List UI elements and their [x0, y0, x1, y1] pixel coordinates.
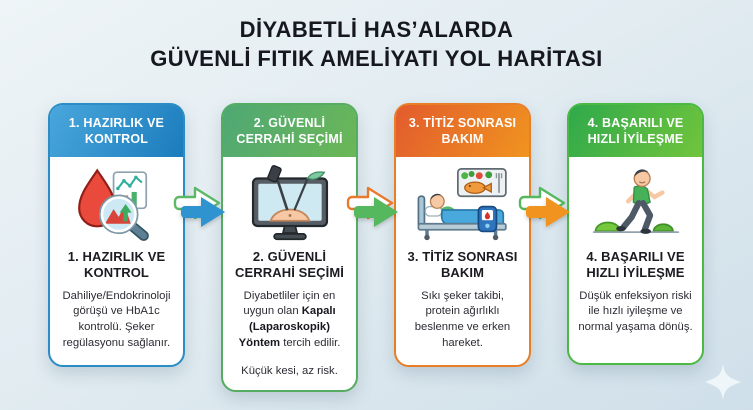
step-card-2-header-line2: CERRAHİ SEÇİMİ — [236, 132, 343, 146]
step-card-4-title: 4. BAŞARILI VE HIZLI İYİLEŞME — [586, 249, 685, 281]
laparoscopy-monitor-icon — [246, 162, 334, 246]
arrow-right-icon — [522, 187, 574, 231]
step-card-3-header-line1: 3. TİTİZ SONRASI — [408, 115, 517, 130]
sparkle-icon — [704, 363, 742, 401]
step-card-1-title: 1. HAZIRLIK VE KONTROL — [67, 249, 166, 281]
step-card-2-text: Diyabetliler için en uygun olan Kapalı (Laparoskopik) Yöntem tercih edilir. — [238, 289, 341, 349]
page-title — [0, 0, 753, 73]
step-card-1-header — [50, 105, 183, 157]
step-card-4-text: Düşük enfeksiyon riski ile hızlı iyileşme ve normal yaşama dönüş. — [578, 289, 693, 334]
step-card-3-header — [396, 105, 529, 157]
walking-man-icon — [592, 162, 680, 246]
step-card-1-header-line1: 1. HAZIRLIK VE — [68, 115, 165, 130]
step-card-3-body — [396, 157, 529, 365]
page-title-line1: DİYABETLİ HASʼALARDA — [239, 17, 514, 42]
steps-row — [48, 103, 704, 392]
step-card-4-header — [569, 105, 702, 157]
step-card-1-header-line2: KONTROL — [84, 132, 149, 146]
blood-test-magnifier-icon — [74, 162, 160, 246]
step-card-4-header-line2: HIZLI İYİLEŞME — [587, 132, 684, 146]
step-card-2-body — [223, 157, 356, 390]
patient-bed-nutrition-icon — [415, 162, 511, 246]
page-title-line2: GÜVENLİ FITIK AMELİYATI YOL HARİTASI — [150, 46, 603, 72]
step-card-2-header-line1: 2. GÜVENLİ — [253, 115, 326, 130]
step-card-3-title: 3. TİTİZ SONRASI BAKIM — [407, 249, 518, 281]
step-card-2-title: 2. GÜVENLİ CERRAHİ SEÇİMİ — [234, 249, 345, 281]
step-card-2 — [221, 103, 358, 392]
arrow-right-icon — [177, 187, 229, 231]
step-card-3 — [394, 103, 531, 367]
step-card-1-body — [50, 157, 183, 365]
step-card-1-text: Dahiliye/Endokrinoloji görüşü ve HbA1c kontrolü. Şeker regülasyonu sağlanır. — [62, 289, 171, 349]
step-card-3-header-line2: BAKIM — [441, 132, 484, 146]
step-card-4-header-line1: 4. BAŞARILI VE — [587, 115, 684, 130]
step-card-4-body — [569, 157, 702, 349]
step-card-4 — [567, 103, 704, 365]
step-card-2-header — [223, 105, 356, 157]
arrow-right-icon — [350, 187, 402, 231]
step-card-1 — [48, 103, 185, 367]
step-card-3-text: Sıkı şeker takibi, protein ağırlıklı beslenme ve erken hareket. — [414, 289, 511, 349]
step-card-2-note: Küçük kesi, az risk. — [241, 364, 338, 377]
